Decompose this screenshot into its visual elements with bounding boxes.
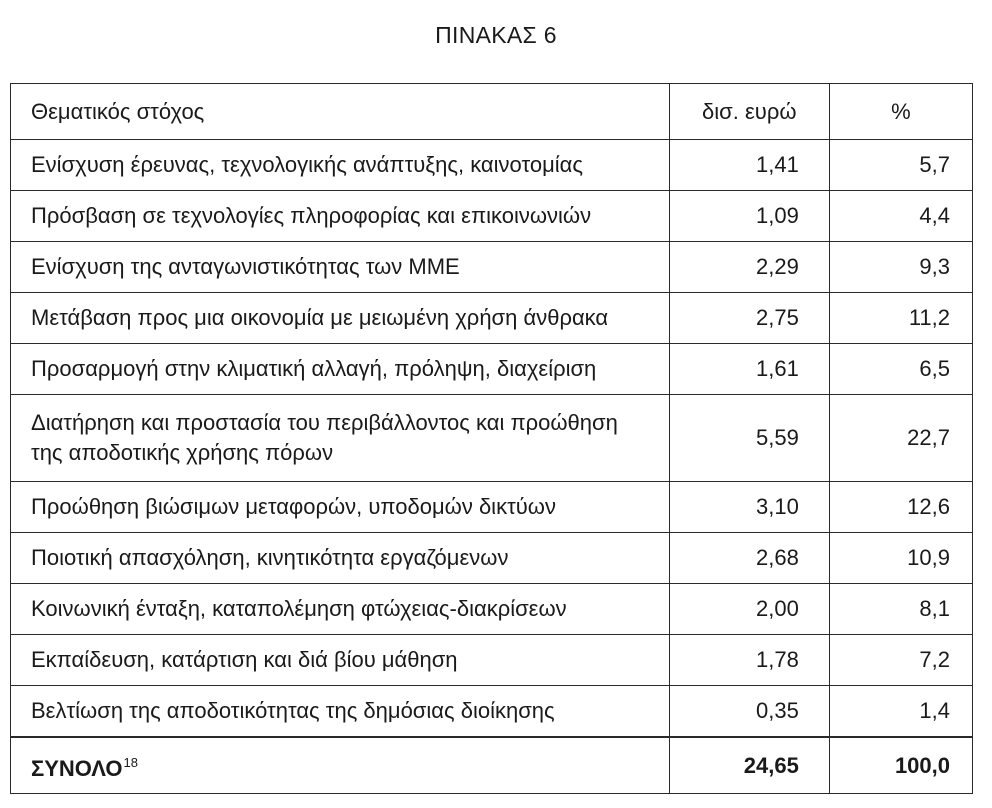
row-percent: 9,3 [829,242,972,293]
row-amount: 2,00 [669,584,829,635]
row-percent: 5,7 [829,140,972,191]
row-label: Βελτίωση της αποδοτικότητας της δημόσιας διοίκησης [11,686,670,738]
table-row [11,293,973,344]
row-label: Προώθηση βιώσιμων μεταφορών, υποδομών δικτύων [11,482,670,533]
total-label-cell [11,737,670,794]
row-amount: 2,29 [669,242,829,293]
header-amount: δισ. ευρώ [669,84,829,140]
row-label: Ενίσχυση έρευνας, τεχνολογικής ανάπτυξης, καινοτομίας [11,140,670,191]
row-percent: 10,9 [829,533,972,584]
row-percent: 1,4 [829,686,972,738]
row-label: Προσαρμογή στην κλιματική αλλαγή, πρόληψη, διαχείριση [11,344,670,395]
total-row [11,737,973,794]
row-label-line-1: Διατήρηση και προστασία του περιβάλλοντος και προώθηση [31,410,618,435]
table-row [11,242,973,293]
total-percent: 100,0 [829,737,972,794]
table-row [11,482,973,533]
row-label: Μετάβαση προς μια οικονομία με μειωμένη χρήση άνθρακα [11,293,670,344]
row-label: Πρόσβαση σε τεχνολογίες πληροφορίας και επικοινωνιών [11,191,670,242]
table-row [11,584,973,635]
row-label [11,395,670,482]
header-thematic-objective: Θεματικός στόχος [11,84,670,140]
row-percent: 11,2 [829,293,972,344]
row-label: Ενίσχυση της ανταγωνιστικότητας των ΜΜΕ [11,242,670,293]
row-label-line-2: της αποδοτικής χρήσης πόρων [31,440,334,465]
data-table [10,83,973,794]
row-amount: 2,68 [669,533,829,584]
row-label: Κοινωνική ένταξη, καταπολέμηση φτώχειας-διακρίσεων [11,584,670,635]
row-amount: 0,35 [669,686,829,738]
row-amount: 1,61 [669,344,829,395]
table-row [11,686,973,738]
row-amount: 3,10 [669,482,829,533]
table-row [11,344,973,395]
row-percent: 4,4 [829,191,972,242]
table-row [11,140,973,191]
table-row [11,533,973,584]
total-label: ΣΥΝΟΛΟ [31,755,123,781]
table-row [11,395,973,482]
table-header-row [11,84,973,140]
header-percent: % [829,84,972,140]
row-percent: 22,7 [829,395,972,482]
table-row [11,635,973,686]
row-amount: 2,75 [669,293,829,344]
row-amount: 1,41 [669,140,829,191]
row-percent: 8,1 [829,584,972,635]
row-percent: 12,6 [829,482,972,533]
row-label: Εκπαίδευση, κατάρτιση και διά βίου μάθηση [11,635,670,686]
row-amount: 1,78 [669,635,829,686]
footnote-marker: 18 [123,754,138,770]
row-percent: 7,2 [829,635,972,686]
table-title: ΠΙΝΑΚΑΣ 6 [435,22,557,48]
row-percent: 6,5 [829,344,972,395]
total-amount: 24,65 [669,737,829,794]
row-amount: 5,59 [669,395,829,482]
table-row [11,191,973,242]
row-label: Ποιοτική απασχόληση, κινητικότητα εργαζόμενων [11,533,670,584]
row-amount: 1,09 [669,191,829,242]
